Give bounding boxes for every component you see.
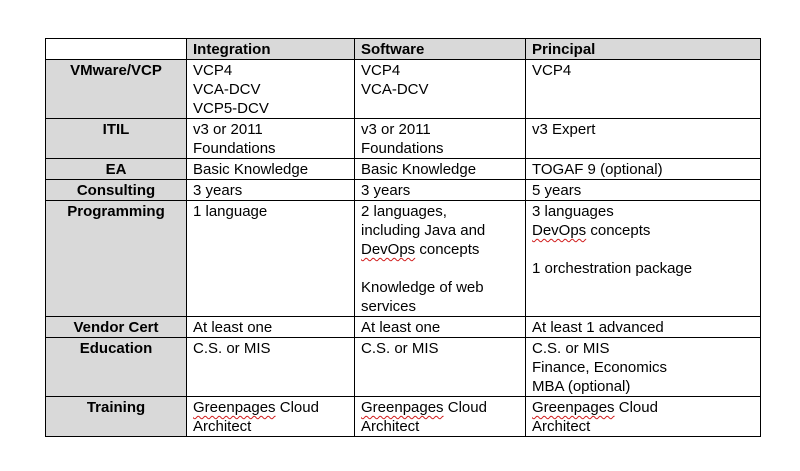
- cell-line: services: [361, 298, 417, 315]
- cell-line: VCP5-DCV: [193, 100, 269, 117]
- requirements-table: [45, 38, 761, 437]
- table-row: [46, 338, 761, 397]
- spellcheck-word: Greenpages: [361, 399, 444, 416]
- cell-line: 1 language: [193, 203, 268, 220]
- table-row: [46, 60, 761, 119]
- cell-line: 5 years: [532, 182, 582, 199]
- spellcheck-word: Greenpages: [193, 399, 276, 416]
- cell-line: 3 years: [361, 182, 411, 199]
- table-cell: [187, 119, 355, 159]
- table-cell: [187, 201, 355, 317]
- cell-line: VCA-DCV: [193, 81, 261, 98]
- header-row: [46, 39, 761, 60]
- cell-line: Architect: [361, 418, 420, 435]
- cell-line: DevOps concepts: [532, 222, 651, 239]
- cell-line: At least one: [193, 319, 273, 336]
- row-label-education: Education: [46, 338, 187, 397]
- cell-line: [361, 259, 519, 278]
- table-cell: [355, 397, 526, 437]
- table-cell: [187, 159, 355, 180]
- cell-line: Greenpages Cloud: [532, 399, 658, 416]
- table-row: [46, 201, 761, 317]
- row-label-programming: Programming: [46, 201, 187, 317]
- table-cell: [526, 397, 761, 437]
- cell-line: including Java and: [361, 222, 486, 239]
- table-cell: [526, 60, 761, 119]
- cell-line: [532, 240, 754, 259]
- spellcheck-word: DevOps: [361, 241, 416, 258]
- table-cell: [187, 317, 355, 338]
- table-cell: [187, 180, 355, 201]
- cell-line: Knowledge of web: [361, 279, 484, 296]
- cell-line: Greenpages Cloud: [193, 399, 319, 416]
- table-cell: [526, 201, 761, 317]
- column-header-integration: Integration: [187, 39, 355, 60]
- table-cell: [526, 119, 761, 159]
- table-cell: [526, 180, 761, 201]
- table-cell: [187, 338, 355, 397]
- table-row: [46, 317, 761, 338]
- table-cell: [355, 60, 526, 119]
- spellcheck-word: Greenpages: [532, 399, 615, 416]
- cell-line: DevOps concepts: [361, 241, 480, 258]
- cell-line: VCP4: [361, 62, 401, 79]
- table-row: [46, 180, 761, 201]
- cell-line: Basic Knowledge: [361, 161, 477, 178]
- row-label-vendor-cert: Vendor Cert: [46, 317, 187, 338]
- table-cell: [187, 60, 355, 119]
- cell-line: 3 languages: [532, 203, 614, 220]
- cell-line: At least one: [361, 319, 441, 336]
- cell-line: C.S. or MIS: [532, 340, 610, 357]
- table-row: [46, 159, 761, 180]
- table-row: [46, 119, 761, 159]
- row-label-consulting: Consulting: [46, 180, 187, 201]
- cell-line: 1 orchestration package: [532, 260, 693, 277]
- cell-line: C.S. or MIS: [193, 340, 271, 357]
- table-cell: [355, 119, 526, 159]
- cell-line: Architect: [193, 418, 252, 435]
- cell-line: v3 or 2011: [361, 121, 431, 138]
- cell-line: Greenpages Cloud: [361, 399, 487, 416]
- table-cell: [187, 397, 355, 437]
- table-cell: [355, 338, 526, 397]
- table-cell: [355, 180, 526, 201]
- cell-line: Basic Knowledge: [193, 161, 309, 178]
- cell-line: VCA-DCV: [361, 81, 429, 98]
- column-header-software: Software: [355, 39, 526, 60]
- cell-line: 2 languages,: [361, 203, 447, 220]
- cell-line: Foundations: [193, 140, 276, 157]
- cell-line: MBA (optional): [532, 378, 631, 395]
- cell-line: 3 years: [193, 182, 243, 199]
- cell-line: At least 1 advanced: [532, 319, 664, 336]
- table-cell: [526, 338, 761, 397]
- cell-line: VCP4: [532, 62, 572, 79]
- row-label-ea: EA: [46, 159, 187, 180]
- table-cell: [355, 317, 526, 338]
- table-row: [46, 397, 761, 437]
- cell-line: TOGAF 9 (optional): [532, 161, 663, 178]
- cell-line: Architect: [532, 418, 591, 435]
- cell-line: C.S. or MIS: [361, 340, 439, 357]
- table-cell: [526, 317, 761, 338]
- spellcheck-word: DevOps: [532, 222, 587, 239]
- cell-line: Finance, Economics: [532, 359, 668, 376]
- corner-cell: [46, 39, 187, 60]
- cell-line: Foundations: [361, 140, 444, 157]
- row-label-vmware: VMware/VCP: [46, 60, 187, 119]
- cell-line: VCP4: [193, 62, 233, 79]
- row-label-training: Training: [46, 397, 187, 437]
- table-cell: [526, 159, 761, 180]
- table-cell: [355, 201, 526, 317]
- row-label-itil: ITIL: [46, 119, 187, 159]
- column-header-principal: Principal: [526, 39, 761, 60]
- cell-line: v3 Expert: [532, 121, 596, 138]
- table-cell: [355, 159, 526, 180]
- cell-line: v3 or 2011: [193, 121, 263, 138]
